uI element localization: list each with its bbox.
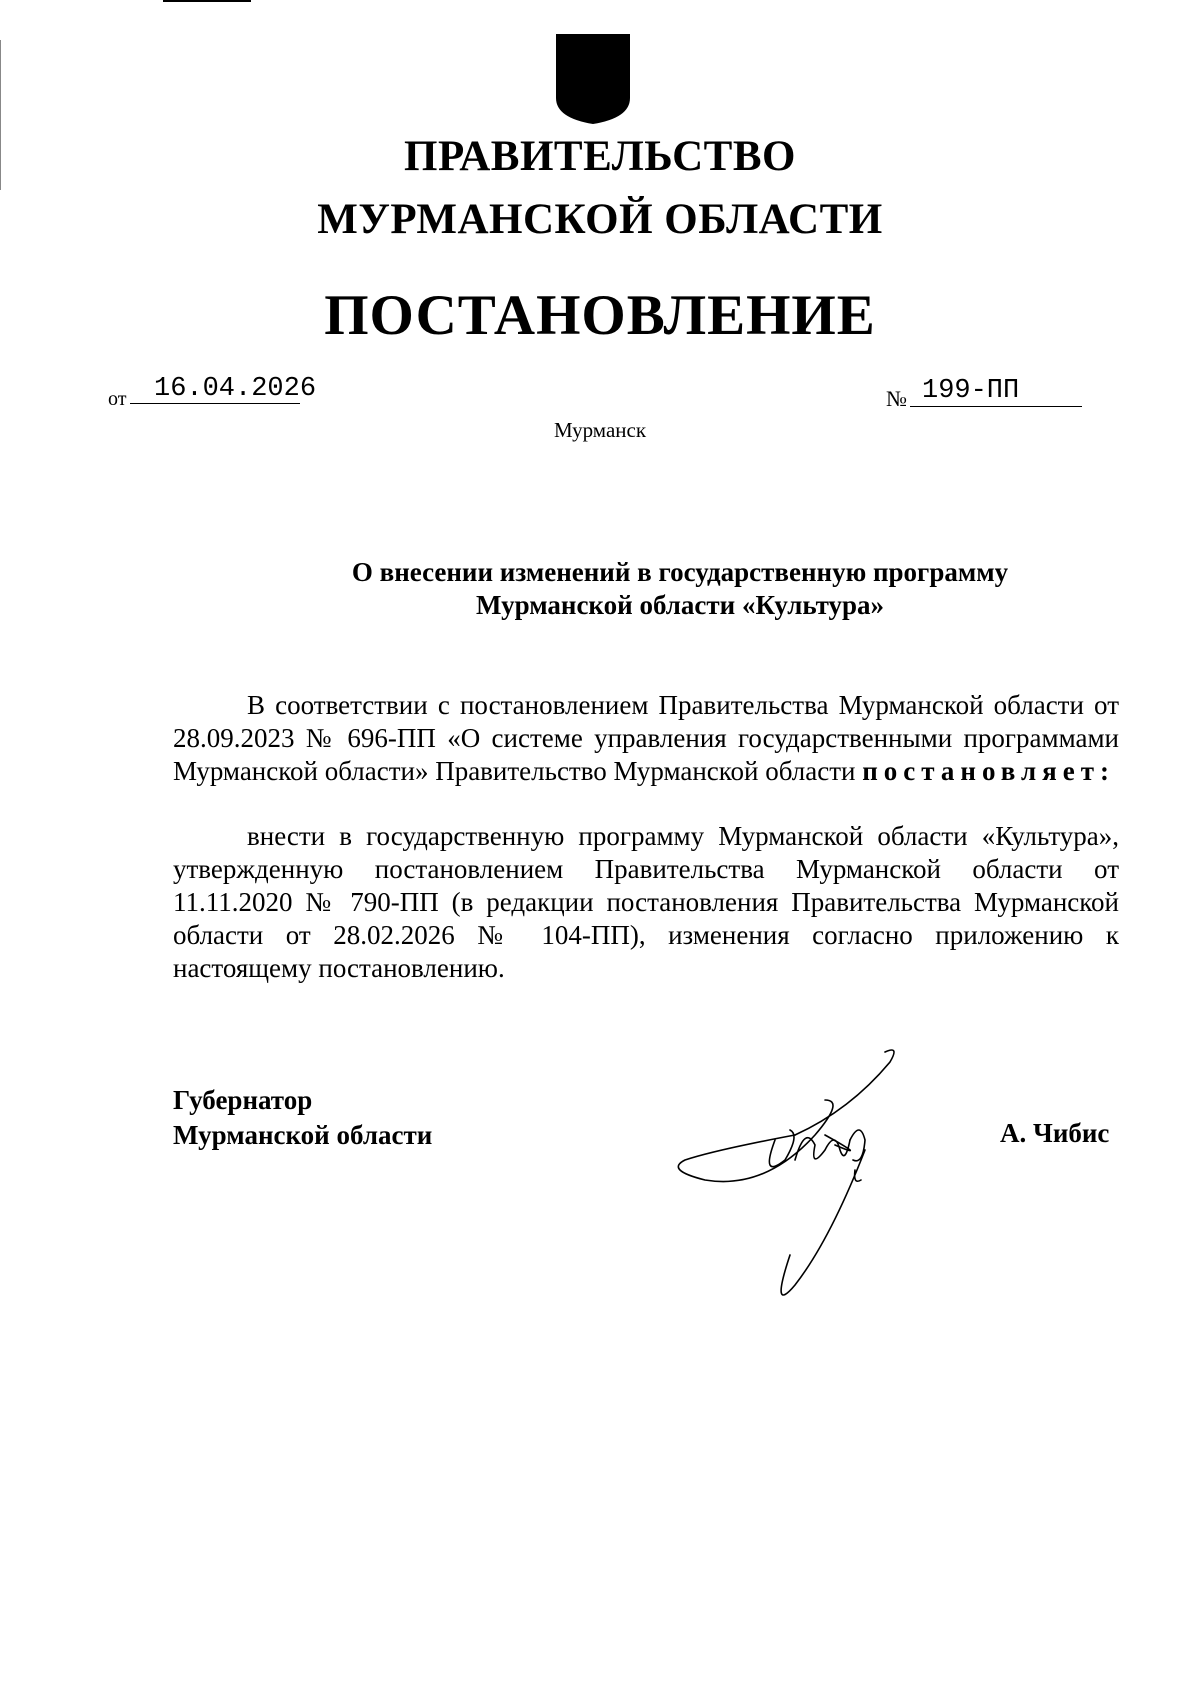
date-prefix: от <box>108 388 127 410</box>
decree-word: постановляет: <box>862 756 1115 786</box>
scan-edge-mark-top <box>163 0 251 2</box>
body-paragraph-1 <box>173 689 1119 788</box>
doc-type-title: ПОСТАНОВЛЕНИЕ <box>324 284 876 347</box>
signer-name: А. Чибис <box>1000 1118 1110 1148</box>
body-paragraph-2: внести в государственную программу Мурманской области «Культура», утвержденную постановлением Правительства Мурманской области от 11.11.2020 № 790-ПП (в редакции постановления Правительства Мурманской области от 28.02.2026 № 104-ПП), изменения согласно приложению к настоящему постановлению. <box>173 821 1119 983</box>
signer-title <box>173 1083 432 1153</box>
signer-title-line1: Губернатор <box>173 1085 313 1115</box>
number-prefix: № <box>886 386 907 411</box>
org-name-line1: ПРАВИТЕЛЬСТВО <box>404 133 796 180</box>
org-name-line2: МУРМАНСКОЙ ОБЛАСТИ <box>317 196 883 243</box>
doc-subject <box>300 556 1060 622</box>
doc-number: 199-ПП <box>922 376 1020 406</box>
city: Мурманск <box>553 418 647 442</box>
subject-line2: Мурманской области «Культура» <box>475 590 885 620</box>
coat-of-arms-icon <box>554 32 632 126</box>
number-underline <box>910 406 1082 407</box>
doc-date: 16.04.2026 <box>154 374 317 404</box>
subject-line1: О внесении изменений в государственную программу <box>351 557 1009 587</box>
paragraph-1-text: В соответствии с постановлением Правительства Мурманской области от 28.09.2023 № 696-ПП «О системе управления государственными программами Мурманской области» Правительство Мурманской области <box>173 690 1119 786</box>
signer-title-line2: Мурманской области <box>173 1120 433 1150</box>
handwritten-signature <box>675 1040 945 1340</box>
